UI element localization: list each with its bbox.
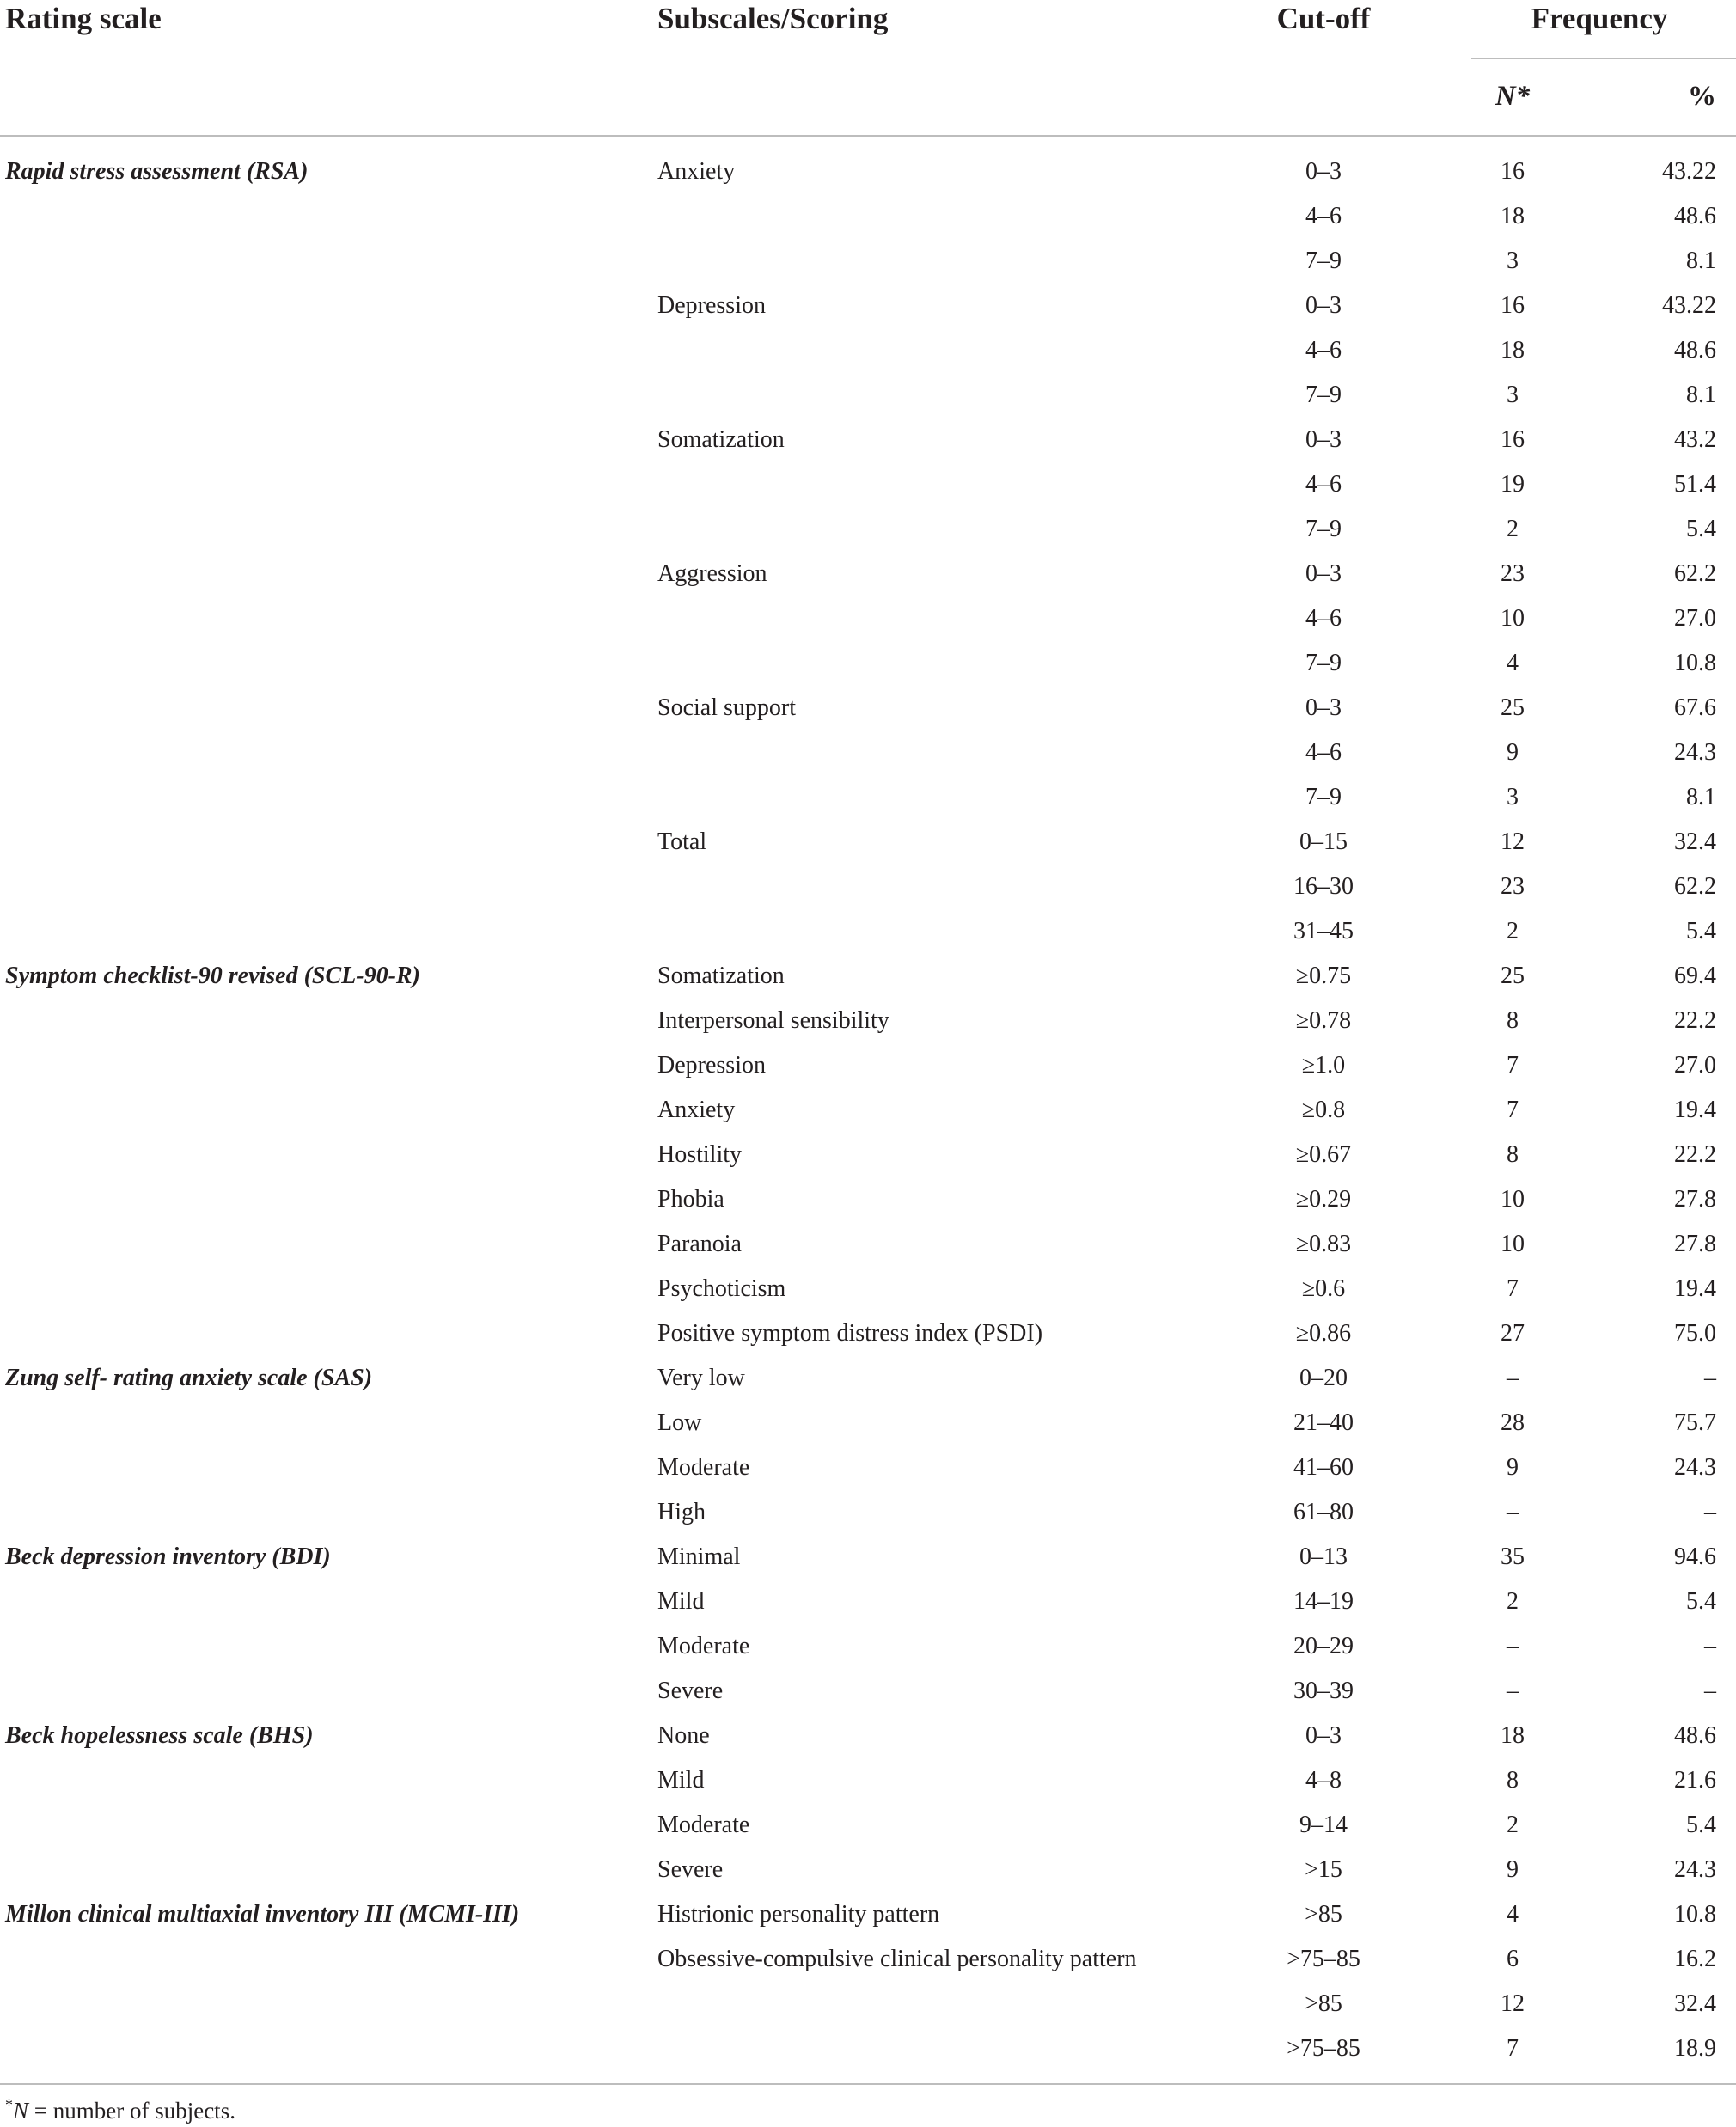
table-row (0, 954, 1736, 999)
cutoff-cell: >85 (1305, 1901, 1342, 1928)
header-frequency: Frequency (1531, 2, 1668, 35)
cutoff-cell: 7–9 (1305, 650, 1342, 676)
percent-cell: 43.2 (1674, 426, 1716, 453)
table-row (0, 552, 1736, 596)
percent-cell: 27.8 (1674, 1231, 1716, 1257)
table-row (0, 865, 1736, 909)
rating-scale-cell: Rapid stress assessment (RSA) (5, 158, 309, 185)
percent-cell: 10.8 (1674, 1901, 1716, 1928)
n-cell: – (1507, 1365, 1519, 1391)
cutoff-cell: ≥0.29 (1295, 1186, 1352, 1213)
table-row (0, 1401, 1736, 1446)
n-cell: 16 (1501, 292, 1525, 319)
cutoff-cell: 7–9 (1305, 382, 1342, 408)
table-row (0, 284, 1736, 328)
n-cell: 28 (1501, 1409, 1525, 1436)
table-row (0, 596, 1736, 641)
n-cell: 23 (1501, 873, 1525, 900)
cutoff-cell: ≥0.8 (1301, 1097, 1346, 1123)
n-cell: 7 (1507, 2035, 1519, 2062)
cutoff-cell: ≥1.0 (1301, 1052, 1346, 1079)
percent-cell: – (1704, 1633, 1716, 1659)
table-row (0, 1177, 1736, 1222)
n-cell: 19 (1501, 471, 1525, 498)
n-cell: 7 (1507, 1097, 1519, 1123)
cutoff-cell: 4–8 (1305, 1767, 1342, 1794)
subscale-cell: Aggression (657, 560, 767, 587)
cutoff-cell: 0–3 (1305, 158, 1342, 185)
table-row (0, 1222, 1736, 1267)
cutoff-cell: >85 (1305, 1990, 1342, 2017)
table-row (0, 1490, 1736, 1535)
cutoff-cell: 30–39 (1293, 1678, 1354, 1704)
cutoff-cell: 7–9 (1305, 784, 1342, 810)
cutoff-cell: 4–6 (1305, 739, 1342, 766)
percent-cell: 8.1 (1686, 248, 1716, 274)
bottom-rule (0, 2083, 1736, 2085)
percent-cell: 21.6 (1674, 1767, 1716, 1794)
percent-cell: 43.22 (1662, 292, 1716, 319)
table-row (0, 999, 1736, 1043)
table-row (0, 1267, 1736, 1311)
cutoff-cell: >75–85 (1287, 2035, 1360, 2062)
n-cell: 18 (1501, 337, 1525, 364)
subscale-cell: Moderate (657, 1812, 750, 1838)
table-row (0, 2026, 1736, 2071)
cutoff-cell: 16–30 (1293, 873, 1354, 900)
n-cell: 25 (1501, 963, 1525, 989)
n-cell: 23 (1501, 560, 1525, 587)
table-row (0, 1535, 1736, 1580)
n-cell: 4 (1507, 650, 1519, 676)
cutoff-cell: 21–40 (1293, 1409, 1354, 1436)
table-row (0, 730, 1736, 775)
subscale-cell: Anxiety (657, 1097, 736, 1123)
percent-cell: 22.2 (1674, 1007, 1716, 1034)
subscale-cell: Severe (657, 1856, 724, 1883)
percent-cell: 8.1 (1686, 382, 1716, 408)
percent-cell: 48.6 (1674, 203, 1716, 229)
subscale-cell: Social support (657, 694, 796, 721)
subscale-cell: Depression (657, 1052, 766, 1079)
rating-scale-cell: Beck depression inventory (BDI) (5, 1543, 331, 1570)
header-cutoff: Cut-off (1276, 2, 1371, 35)
n-cell: 8 (1507, 1767, 1519, 1794)
cutoff-cell: >75–85 (1287, 1946, 1360, 1972)
n-cell: 9 (1507, 739, 1519, 766)
cutoff-cell: 0–20 (1299, 1365, 1348, 1391)
percent-cell: 19.4 (1674, 1275, 1716, 1302)
n-cell: – (1507, 1678, 1519, 1704)
n-cell: 27 (1501, 1320, 1525, 1347)
cutoff-cell: 31–45 (1293, 918, 1354, 944)
percent-cell: 51.4 (1674, 471, 1716, 498)
n-cell: 2 (1507, 1812, 1519, 1838)
percent-cell: 67.6 (1674, 694, 1716, 721)
cutoff-cell: 4–6 (1305, 337, 1342, 364)
subscale-cell: Total (657, 828, 707, 855)
n-cell: 16 (1501, 158, 1525, 185)
n-cell: 8 (1507, 1007, 1519, 1034)
subscale-cell: Histrionic personality pattern (657, 1901, 940, 1928)
percent-cell: 5.4 (1686, 1812, 1716, 1838)
percent-cell: 62.2 (1674, 873, 1716, 900)
subscale-cell: Anxiety (657, 158, 736, 185)
cutoff-cell: ≥0.75 (1295, 963, 1352, 989)
n-cell: 2 (1507, 918, 1519, 944)
table-row (0, 462, 1736, 507)
n-cell: 12 (1501, 1990, 1525, 2017)
table-row (0, 373, 1736, 418)
n-cell: 10 (1501, 605, 1525, 632)
cutoff-cell: 7–9 (1305, 516, 1342, 542)
cutoff-cell: ≥0.67 (1295, 1141, 1352, 1168)
n-cell: 8 (1507, 1141, 1519, 1168)
percent-cell: 62.2 (1674, 560, 1716, 587)
percent-cell: 5.4 (1686, 516, 1716, 542)
n-cell: 7 (1507, 1275, 1519, 1302)
table-row (0, 820, 1736, 865)
cutoff-cell: 41–60 (1293, 1454, 1354, 1481)
percent-cell: 75.7 (1674, 1409, 1716, 1436)
n-cell: 7 (1507, 1052, 1519, 1079)
subscale-cell: Very low (657, 1365, 745, 1391)
table-row (0, 418, 1736, 462)
table-row (0, 641, 1736, 686)
subscale-cell: Psychoticism (657, 1275, 786, 1302)
cutoff-cell: 0–3 (1305, 426, 1342, 453)
table-row (0, 328, 1736, 373)
table-row (0, 775, 1736, 820)
table-row (0, 1088, 1736, 1133)
cutoff-cell: 0–3 (1305, 560, 1342, 587)
n-cell: 25 (1501, 694, 1525, 721)
table-row (0, 1982, 1736, 2026)
n-cell: 4 (1507, 1901, 1519, 1928)
table-row (0, 1803, 1736, 1848)
percent-cell: 10.8 (1674, 650, 1716, 676)
n-cell: 3 (1507, 248, 1519, 274)
percent-cell: 24.3 (1674, 1454, 1716, 1481)
subscale-cell: High (657, 1499, 706, 1525)
percent-cell: 48.6 (1674, 1722, 1716, 1749)
table-row (0, 1624, 1736, 1669)
percent-cell: 24.3 (1674, 739, 1716, 766)
cutoff-cell: 0–3 (1305, 694, 1342, 721)
footnote: *N = number of subjects. (5, 2096, 235, 2124)
table-row (0, 1446, 1736, 1490)
cutoff-cell: ≥0.6 (1301, 1275, 1346, 1302)
cutoff-cell: ≥0.86 (1295, 1320, 1352, 1347)
table-row (0, 150, 1736, 194)
rating-scale-cell: Symptom checklist-90 revised (SCL-90-R) (5, 963, 420, 989)
subscale-cell: Low (657, 1409, 702, 1436)
header-subscales: Subscales/Scoring (657, 2, 889, 35)
cutoff-cell: 9–14 (1299, 1812, 1348, 1838)
percent-cell: – (1704, 1678, 1716, 1704)
cutoff-cell: >15 (1305, 1856, 1342, 1883)
table-row (0, 239, 1736, 284)
percent-cell: 19.4 (1674, 1097, 1716, 1123)
n-cell: 10 (1501, 1231, 1525, 1257)
subscale-cell: Moderate (657, 1454, 750, 1481)
n-cell: 12 (1501, 828, 1525, 855)
percent-cell: 48.6 (1674, 337, 1716, 364)
table-row (0, 686, 1736, 730)
table-row (0, 1892, 1736, 1937)
cutoff-cell: ≥0.83 (1295, 1231, 1352, 1257)
table-row (0, 507, 1736, 552)
cutoff-cell: 7–9 (1305, 248, 1342, 274)
n-cell: 10 (1501, 1186, 1525, 1213)
header-percent: % (1688, 81, 1716, 112)
cutoff-cell: 61–80 (1293, 1499, 1354, 1525)
subscale-cell: Severe (657, 1678, 724, 1704)
header-n: N* (1495, 81, 1531, 112)
percent-cell: 43.22 (1662, 158, 1716, 185)
n-cell: 3 (1507, 784, 1519, 810)
n-cell: 3 (1507, 382, 1519, 408)
subscale-cell: Somatization (657, 426, 785, 453)
cutoff-cell: 0–3 (1305, 1722, 1342, 1749)
table-row (0, 1848, 1736, 1892)
subscale-cell: Positive symptom distress index (PSDI) (657, 1320, 1043, 1347)
cutoff-cell: 0–13 (1299, 1543, 1348, 1570)
percent-cell: 16.2 (1674, 1946, 1716, 1972)
rating-scale-cell: Beck hopelessness scale (BHS) (5, 1722, 314, 1749)
subscale-cell: Moderate (657, 1633, 750, 1659)
subscale-cell: Obsessive-compulsive clinical personality pattern (657, 1946, 1137, 1972)
n-cell: 18 (1501, 1722, 1525, 1749)
percent-cell: 18.9 (1674, 2035, 1716, 2062)
cutoff-cell: 20–29 (1293, 1633, 1354, 1659)
subscale-cell: Somatization (657, 963, 785, 989)
cutoff-cell: 4–6 (1305, 605, 1342, 632)
cutoff-cell: 4–6 (1305, 203, 1342, 229)
subscale-cell: None (657, 1722, 710, 1749)
frequency-underline (1471, 58, 1736, 59)
percent-cell: 27.0 (1674, 1052, 1716, 1079)
table-row (0, 1580, 1736, 1624)
percent-cell: 8.1 (1686, 784, 1716, 810)
header-rule (0, 135, 1736, 137)
subscale-cell: Mild (657, 1588, 705, 1615)
rating-scale-cell: Zung self- rating anxiety scale (SAS) (5, 1365, 373, 1391)
percent-cell: 69.4 (1674, 963, 1716, 989)
table-row (0, 1311, 1736, 1356)
table-row (0, 1133, 1736, 1177)
percent-cell: 32.4 (1674, 1990, 1716, 2017)
rating-scale-cell: Millon clinical multiaxial inventory III (MCMI-III) (5, 1901, 520, 1928)
subscale-cell: Depression (657, 292, 766, 319)
percent-cell: 27.0 (1674, 605, 1716, 632)
cutoff-cell: 0–3 (1305, 292, 1342, 319)
percent-cell: – (1704, 1365, 1716, 1391)
n-cell: 16 (1501, 426, 1525, 453)
n-cell: – (1507, 1633, 1519, 1659)
percent-cell: – (1704, 1499, 1716, 1525)
table-body (0, 150, 1736, 2071)
percent-cell: 75.0 (1674, 1320, 1716, 1347)
cutoff-cell: 4–6 (1305, 471, 1342, 498)
percent-cell: 24.3 (1674, 1856, 1716, 1883)
n-cell: 35 (1501, 1543, 1525, 1570)
percent-cell: 32.4 (1674, 828, 1716, 855)
table-row (0, 1669, 1736, 1714)
n-cell: – (1507, 1499, 1519, 1525)
percent-cell: 94.6 (1674, 1543, 1716, 1570)
table-row (0, 1714, 1736, 1758)
subscale-cell: Phobia (657, 1186, 724, 1213)
subscale-cell: Minimal (657, 1543, 741, 1570)
table-row (0, 1043, 1736, 1088)
n-cell: 18 (1501, 203, 1525, 229)
percent-cell: 22.2 (1674, 1141, 1716, 1168)
cutoff-cell: 14–19 (1293, 1588, 1354, 1615)
header-rating-scale: Rating scale (5, 2, 162, 35)
n-cell: 2 (1507, 1588, 1519, 1615)
table-row (0, 1937, 1736, 1982)
table-row (0, 909, 1736, 954)
n-cell: 9 (1507, 1454, 1519, 1481)
table-row (0, 1758, 1736, 1803)
percent-cell: 5.4 (1686, 1588, 1716, 1615)
n-cell: 2 (1507, 516, 1519, 542)
subscale-cell: Hostility (657, 1141, 743, 1168)
n-cell: 6 (1507, 1946, 1519, 1972)
table-row (0, 1356, 1736, 1401)
subscale-cell: Mild (657, 1767, 705, 1794)
percent-cell: 5.4 (1686, 918, 1716, 944)
percent-cell: 27.8 (1674, 1186, 1716, 1213)
cutoff-cell: ≥0.78 (1295, 1007, 1352, 1034)
subscale-cell: Interpersonal sensibility (657, 1007, 889, 1034)
n-cell: 9 (1507, 1856, 1519, 1883)
table-row (0, 194, 1736, 239)
subscale-cell: Paranoia (657, 1231, 742, 1257)
cutoff-cell: 0–15 (1299, 828, 1348, 855)
